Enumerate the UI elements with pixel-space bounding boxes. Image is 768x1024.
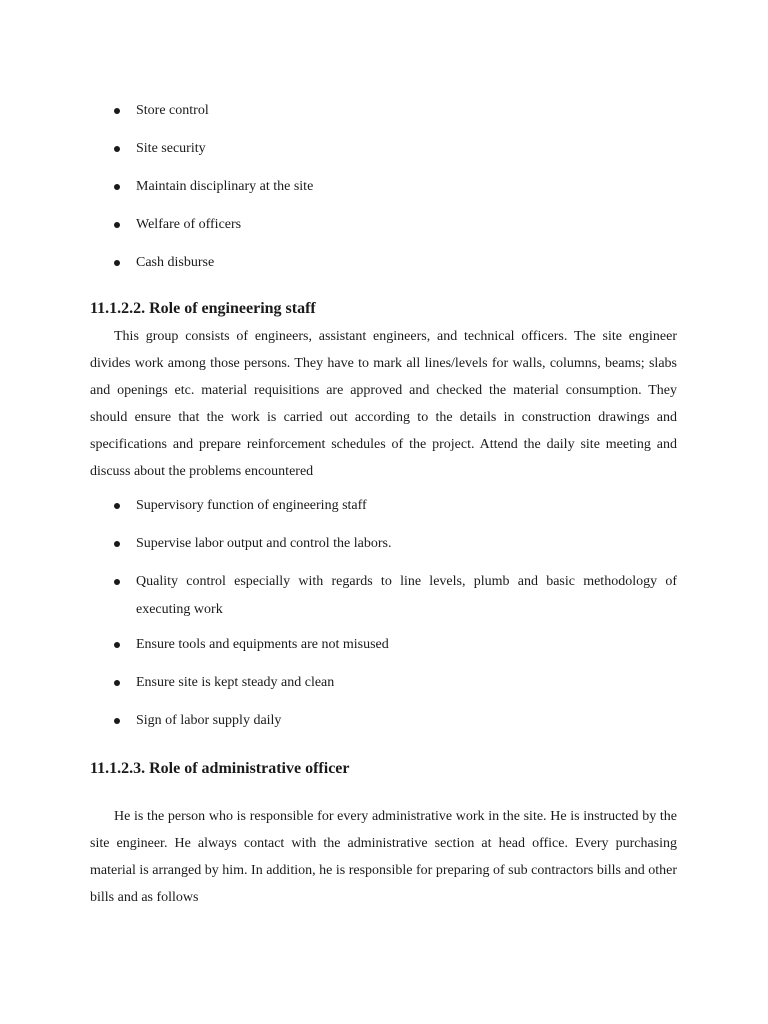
bullet-icon xyxy=(114,146,120,152)
list-item xyxy=(0,631,768,659)
list-item xyxy=(0,492,768,520)
list-item-text: Supervisory function of engineering staff xyxy=(136,498,367,513)
list-item-text: Ensure tools and equipments are not misused xyxy=(136,637,389,652)
bullet-icon xyxy=(114,642,120,648)
bullet-icon xyxy=(114,184,120,190)
duties-list xyxy=(0,97,768,287)
section-heading-admin: 11.1.2.3. Role of administrative officer xyxy=(90,760,350,777)
list-item-text: Welfare of officers xyxy=(136,217,242,232)
list-item-text: Quality control especially with regards to line levels, plumb and basic methodology of executing work xyxy=(136,574,677,617)
list-item-text: Supervise labor output and control the labors. xyxy=(136,536,392,551)
bullet-icon xyxy=(114,222,120,228)
section-heading-engineering: 11.1.2.2. Role of engineering staff xyxy=(90,300,316,317)
engineering-paragraph: This group consists of engineers, assistant engineers, and technical officers. The site engineer divides work among those persons. They have to mark all lines/levels for walls, columns, beams; slabs and openings etc. material requisitions are approved and checked the material consumption. They should ensure that the work is carried out according to the details in construction drawings and specifications and prepare reinforcement schedules of the project. Attend the daily site meeting and discuss about the problems encountered xyxy=(90,329,677,479)
list-item-text: Site security xyxy=(136,141,206,156)
list-item xyxy=(0,135,768,163)
list-item xyxy=(0,211,768,239)
list-item-text: Store control xyxy=(136,103,209,118)
list-item xyxy=(0,707,768,735)
bullet-icon xyxy=(114,503,120,509)
list-item-text: Maintain disciplinary at the site xyxy=(136,179,314,194)
list-item xyxy=(0,669,768,697)
list-item-text: Sign of labor supply daily xyxy=(136,713,282,728)
bullet-icon xyxy=(114,541,120,547)
engineering-duties-list xyxy=(0,492,768,745)
admin-paragraph: He is the person who is responsible for every administrative work in the site. He is instructed by the site engineer. He always contact with the administrative section at head office. Every purchasing material is arranged by him. In addition, he is responsible for preparing of sub contractors bills and other bills and as follows xyxy=(90,809,677,905)
list-item xyxy=(0,568,768,624)
list-item xyxy=(0,97,768,125)
list-item xyxy=(0,173,768,201)
bullet-icon xyxy=(114,718,120,724)
bullet-icon xyxy=(114,579,120,585)
bullet-icon xyxy=(114,260,120,266)
bullet-icon xyxy=(114,108,120,114)
list-item xyxy=(0,249,768,277)
bullet-icon xyxy=(114,680,120,686)
list-item xyxy=(0,530,768,558)
list-item-text: Ensure site is kept steady and clean xyxy=(136,675,335,690)
list-item-text: Cash disburse xyxy=(136,255,215,270)
